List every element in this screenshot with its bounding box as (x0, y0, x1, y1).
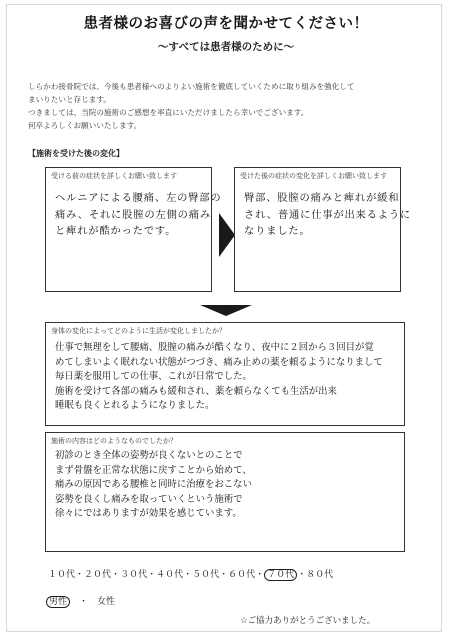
answer-line: ヘルニアによる腰痛、左の臀部の (55, 192, 222, 204)
answer-line: 毎日薬を服用しての仕事、これが日常でした。 (55, 371, 252, 382)
page-subtitle: ～すべては患者様のために～ (157, 41, 295, 53)
gender-option[interactable]: 女性 (97, 597, 116, 607)
symptoms-before-answer (55, 190, 221, 240)
answer-line: され、普通に仕事が出来るように (244, 208, 412, 221)
symptoms-after-label: 受けた後の症状の変化を詳しくお願い致します (240, 172, 387, 180)
thanks-message: ☆ご協力ありがとうございました。 (240, 616, 376, 626)
answer-line: 初診のとき全体の姿勢が良くないとのことで (55, 450, 243, 461)
answer-line: と痺れが酷かったです。 (55, 225, 177, 237)
answer-line: 姿勢を良くし痛みを取っていくという施術で (55, 493, 243, 505)
answer-line: 仕事で無理をして腰痛、股膣の痛みが酷くなり、夜中に２回から３回目が覚 (55, 342, 374, 353)
intro-line: しらかわ接骨院では、今後も患者様へのよりよい施術を徹底していくために取り組みを強化して (28, 82, 355, 91)
age-option[interactable]: ６０代 (228, 570, 256, 580)
intro-line: つきましては、当院の施術のご感想を率直にいただけましたら幸いでございます。 (28, 108, 309, 117)
age-option[interactable]: ２０代 (84, 570, 112, 580)
life-change-answer (55, 341, 383, 414)
symptoms-before-box[interactable] (45, 167, 222, 292)
answer-line: 睡眠も良くとれるようになりました。 (55, 400, 215, 411)
life-change-box[interactable] (45, 322, 405, 426)
intro-text (28, 80, 428, 132)
age-option[interactable]: １０代 (48, 570, 76, 580)
answer-line: なりました。 (244, 225, 311, 237)
symptoms-before-label: 受ける前の症状を詳しくお願い致します (51, 172, 177, 180)
section-heading: 【施術を受けた後の変化】 (28, 149, 124, 158)
intro-line: 何卒よろしくお願いいたします。 (28, 121, 142, 130)
answer-line: 施術を受けて各部の痛みも緩和され、薬を頼らなくても生活が出来 (55, 385, 337, 397)
age-option[interactable]: ４０代 (156, 570, 184, 580)
symptoms-after-box[interactable] (234, 167, 412, 292)
answer-line: 痛み、それに股膣の左側の痛み (55, 208, 211, 221)
treatment-content-box[interactable] (45, 432, 405, 552)
treatment-content-answer (55, 449, 252, 522)
gender-options: 男性 ・ 女性 (46, 594, 115, 607)
gender-option-selected[interactable]: 男性 (46, 596, 70, 608)
age-option[interactable]: ８０代 (306, 570, 334, 580)
answer-line: 徐々にではありますが効果を感じています。 (55, 508, 242, 520)
treatment-content-label: 施術の内容はどのようなものでしたか？ (51, 437, 177, 445)
age-options: １０代・２０代・３０代・４０代・５０代・６０代・ ７０代 ・８０代 (48, 570, 334, 580)
arrow-down-icon (200, 305, 252, 316)
answer-line: 痛みの原因である腰椎と同時に治療をおこない (55, 479, 252, 491)
answer-line: めてしまいよく眠れない状態がつづき、痛み止めの薬を頼るようになりまして (55, 356, 383, 368)
age-option[interactable]: ３０代 (120, 570, 148, 580)
intro-line: まいりたいと存じます。 (28, 95, 111, 104)
age-option[interactable]: ５０代 (192, 570, 220, 580)
page-title: 患者様のお喜びの声を聞かせてください！ (83, 16, 369, 32)
symptoms-after-answer (244, 190, 411, 240)
life-change-label: 身体の変化によってどのように生活が変化しましたか？ (51, 327, 226, 335)
answer-line: 臀部、股膣の痛みと痺れが緩和 (244, 192, 400, 204)
age-option-selected[interactable]: ７０代 (264, 569, 297, 581)
arrow-right-icon (219, 213, 235, 257)
answer-line: まず骨盤を正常な状態に戻すことから始めて、 (55, 464, 252, 476)
